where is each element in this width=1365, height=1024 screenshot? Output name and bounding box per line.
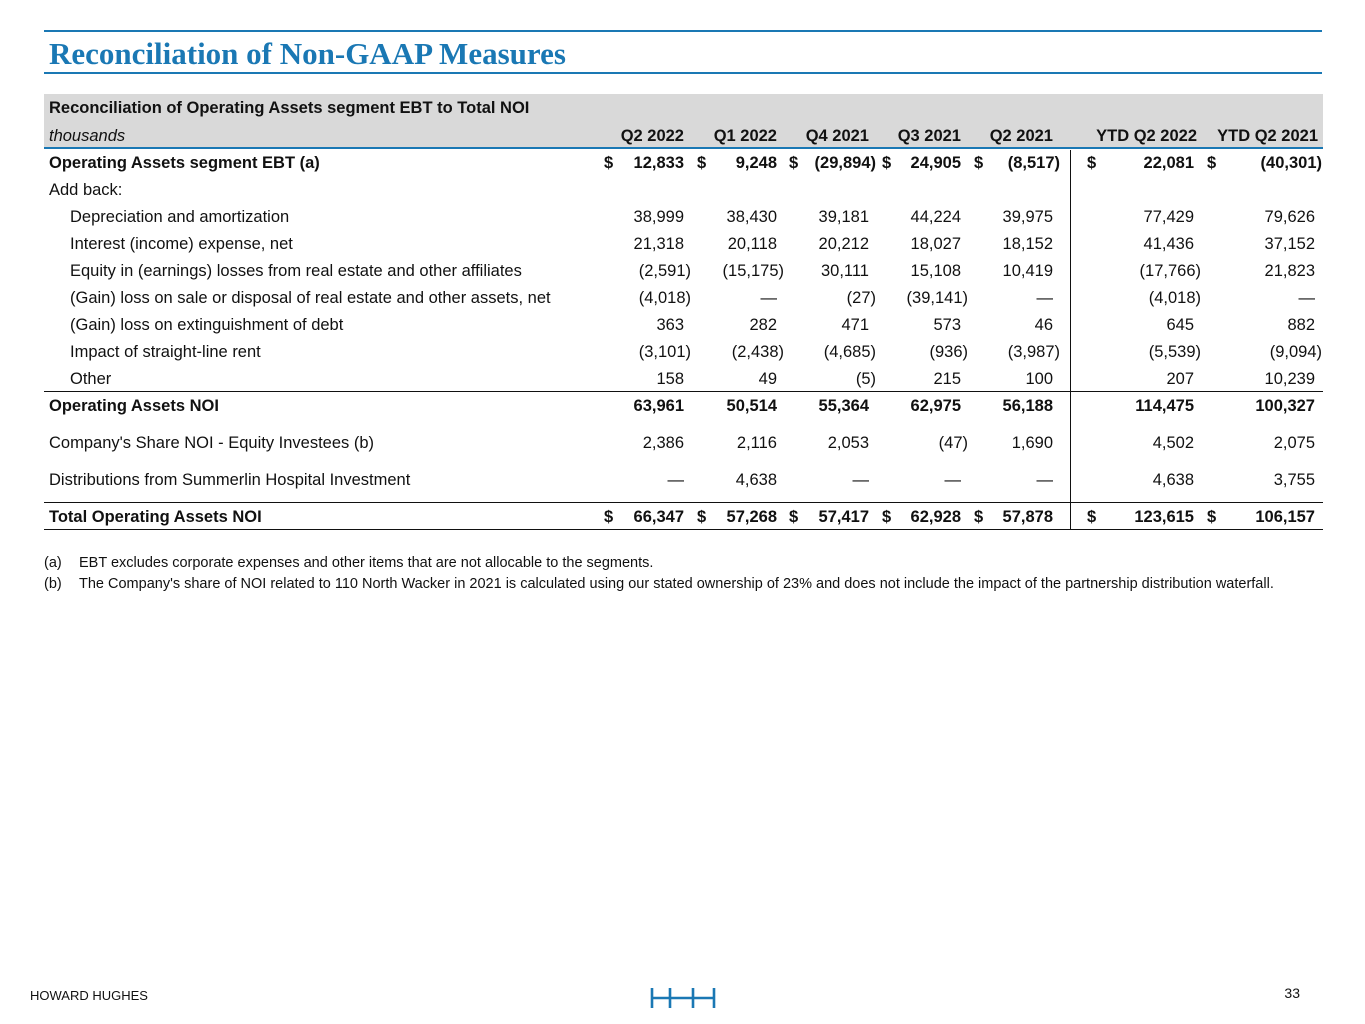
table-cell: 66,347 [633, 508, 684, 526]
dollar-sign: $ [1207, 508, 1217, 526]
table-cell: 37,152 [1264, 235, 1315, 253]
table-cell: 79,626 [1264, 208, 1315, 226]
row-label: Equity in (earnings) losses from real estate and other affiliates [70, 262, 522, 280]
row-label: Total Operating Assets NOI [49, 508, 262, 526]
column-header: Q3 2021 [897, 127, 961, 145]
table-cell: 4,638 [1152, 471, 1194, 489]
table-cell: 63,961 [633, 397, 684, 415]
table-cell: (3,101) [638, 343, 691, 361]
howard-hughes-logo [650, 987, 716, 1009]
table-cell: (9,094) [1269, 343, 1322, 361]
table-cell: (3,987) [1007, 343, 1060, 361]
dollar-sign: $ [1087, 508, 1097, 526]
table-cell: — [1036, 471, 1053, 489]
dollar-sign: $ [1207, 154, 1217, 172]
column-header: Q2 2022 [620, 127, 684, 145]
table-cell: — [667, 471, 684, 489]
table-cell: 2,116 [736, 434, 777, 452]
subtotal-rule [44, 391, 1323, 392]
table-cell: (15,175) [722, 262, 784, 280]
footnote-a-text: EBT excludes corporate expenses and other items that are not allocable to the segments. [79, 555, 654, 571]
table-cell: 38,999 [633, 208, 684, 226]
footnote-a-mark: (a) [44, 555, 62, 571]
table-cell: 1,690 [1011, 434, 1053, 452]
table-cell: 158 [656, 370, 684, 388]
row-label: (Gain) loss on extinguishment of debt [70, 316, 344, 334]
row-label: Impact of straight-line rent [70, 343, 261, 361]
column-header: Q4 2021 [805, 127, 869, 145]
row-label: (Gain) loss on sale or disposal of real estate and other assets, net [70, 289, 551, 307]
table-cell: — [760, 289, 777, 307]
table-cell: 57,417 [818, 508, 869, 526]
table-cell: 2,053 [827, 434, 869, 452]
footnote-b-text: The Company's share of NOI related to 110 North Wacker in 2021 is calculated using our stated ownership of 23% and does not include the impact of the partnership distribution waterfall. [79, 576, 1274, 592]
dollar-sign: $ [1087, 154, 1097, 172]
page-title: Reconciliation of Non-GAAP Measures [49, 36, 566, 71]
table-cell: 645 [1166, 316, 1194, 334]
row-label: Operating Assets segment EBT (a) [49, 154, 320, 172]
table-cell: 57,268 [726, 508, 777, 526]
row-label: Add back: [49, 181, 123, 199]
table-cell: 10,419 [1002, 262, 1053, 280]
dollar-sign: $ [882, 508, 892, 526]
table-cell: 41,436 [1143, 235, 1194, 253]
table-cell: 123,615 [1134, 508, 1194, 526]
units-label: thousands [49, 127, 126, 145]
header-divider [44, 147, 1323, 149]
table-cell: 62,975 [910, 397, 961, 415]
table-cell: (5) [855, 370, 876, 388]
table-cell: (40,301) [1260, 154, 1322, 172]
table-cell: 207 [1166, 370, 1194, 388]
dollar-sign: $ [697, 508, 707, 526]
table-cell: 46 [1034, 316, 1053, 334]
table-cell: 106,157 [1255, 508, 1315, 526]
table-cell: (4,018) [638, 289, 691, 307]
table-cell: 9,248 [735, 154, 777, 172]
dollar-sign: $ [882, 154, 892, 172]
table-cell: 882 [1287, 316, 1315, 334]
table-cell: (29,894) [814, 154, 876, 172]
title-bar [44, 30, 1322, 74]
table-cell: 4,502 [1152, 434, 1194, 452]
table-cell: (39,141) [906, 289, 968, 307]
table-cell: 20,118 [727, 235, 777, 253]
table-cell: 15,108 [910, 262, 961, 280]
row-label: Interest (income) expense, net [70, 235, 293, 253]
table-cell: 18,152 [1002, 235, 1053, 253]
table-cell: 12,833 [633, 154, 684, 172]
total-rule-bottom [44, 529, 1323, 530]
table-cell: 55,364 [818, 397, 869, 415]
table-cell: — [852, 471, 869, 489]
footer-brand: HOWARD HUGHES [30, 988, 148, 1003]
dollar-sign: $ [789, 508, 799, 526]
table-cell: 471 [841, 316, 869, 334]
dollar-sign: $ [697, 154, 707, 172]
dollar-sign: $ [974, 154, 984, 172]
table-cell: (4,685) [823, 343, 876, 361]
row-label: Other [70, 370, 112, 388]
page-number: 33 [1284, 985, 1300, 1001]
table-cell: 10,239 [1264, 370, 1315, 388]
column-header: YTD Q2 2021 [1217, 127, 1318, 145]
table-cell: (2,591) [638, 262, 691, 280]
table-cell: 363 [656, 316, 684, 334]
table-cell: 4,638 [735, 471, 777, 489]
row-label: Distributions from Summerlin Hospital Investment [49, 471, 411, 489]
table-cell: 114,475 [1135, 397, 1194, 415]
table-cell: 56,188 [1002, 397, 1053, 415]
table-cell: 100,327 [1255, 397, 1315, 415]
table-cell: — [1036, 289, 1053, 307]
table-cell: 77,429 [1143, 208, 1194, 226]
table-cell: 18,027 [910, 235, 961, 253]
table-cell: (5,539) [1148, 343, 1201, 361]
dollar-sign: $ [604, 154, 614, 172]
table-cell: 21,823 [1264, 262, 1315, 280]
table-cell: 20,212 [818, 235, 869, 253]
table-cell: 573 [933, 316, 961, 334]
table-cell: 49 [758, 370, 777, 388]
table-cell: (27) [846, 289, 876, 307]
table-cell: 24,905 [910, 154, 961, 172]
dollar-sign: $ [789, 154, 799, 172]
row-label: Operating Assets NOI [49, 397, 219, 415]
table-cell: 39,181 [818, 208, 869, 226]
table-cell: 22,081 [1143, 154, 1194, 172]
table-title: Reconciliation of Operating Assets segment EBT to Total NOI [49, 99, 530, 117]
table-cell: 2,386 [642, 434, 684, 452]
dollar-sign: $ [604, 508, 614, 526]
table-cell: 44,224 [910, 208, 961, 226]
table-cell: 57,878 [1002, 508, 1053, 526]
table-cell: 30,111 [820, 262, 869, 280]
table-cell: 62,928 [910, 508, 961, 526]
table-cell: (8,517) [1007, 154, 1060, 172]
ytd-divider [1070, 150, 1071, 529]
table-cell: — [944, 471, 961, 489]
footnote-b-mark: (b) [44, 576, 62, 592]
table-cell: 39,975 [1002, 208, 1053, 226]
dollar-sign: $ [974, 508, 984, 526]
table-cell: 3,755 [1273, 471, 1315, 489]
table-cell: 2,075 [1273, 434, 1315, 452]
table-cell: (936) [929, 343, 968, 361]
table-cell: 215 [933, 370, 961, 388]
row-label: Company's Share NOI - Equity Investees (b) [49, 434, 375, 452]
table-cell: (17,766) [1139, 262, 1201, 280]
table-cell: (2,438) [731, 343, 784, 361]
column-header: Q1 2022 [713, 127, 777, 145]
table-cell: (47) [938, 434, 968, 452]
table-cell: — [1298, 289, 1315, 307]
table-cell: 50,514 [726, 397, 777, 415]
table-cell: 21,318 [633, 235, 684, 253]
table-cell: (4,018) [1148, 289, 1201, 307]
total-rule-top [44, 502, 1323, 503]
table-cell: 38,430 [726, 208, 777, 226]
table-cell: 282 [749, 316, 777, 334]
row-label: Depreciation and amortization [70, 208, 290, 226]
column-header: YTD Q2 2022 [1096, 127, 1197, 145]
column-header: Q2 2021 [989, 127, 1053, 145]
table-cell: 100 [1025, 370, 1053, 388]
